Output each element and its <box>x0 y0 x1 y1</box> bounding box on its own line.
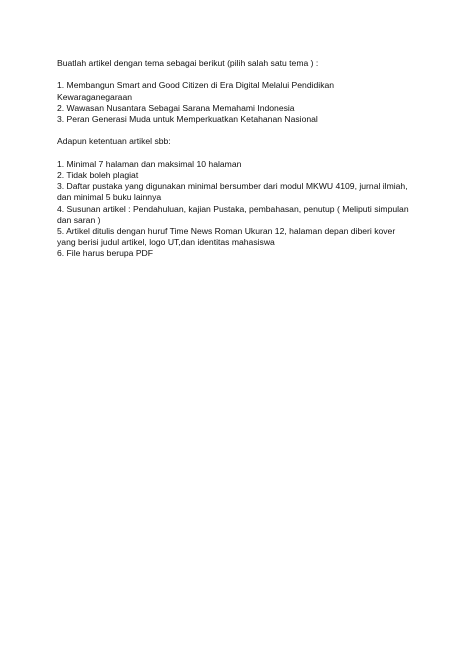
document-content <box>57 58 427 260</box>
theme-1-line-2: Kewaraganegaraan <box>57 91 133 102</box>
rule-5-line-1: 5. Artikel ditulis dengan huruf Time News Roman Ukuran 12, halaman depan diberi kover <box>57 226 396 236</box>
rule-4-line-1: 4. Susunan artikel : Pendahuluan, kajian Pustaka, pembahasan, penutup ( Meliputi simpulan <box>57 203 409 214</box>
rules-heading-paragraph <box>57 136 427 147</box>
rules-heading: Adapun ketentuan artikel sbb: <box>57 136 171 147</box>
rule-6: 6. File harus berupa PDF <box>57 248 154 259</box>
rule-1: 1. Minimal 7 halaman dan maksimal 10 halaman <box>57 158 242 169</box>
spacer <box>57 125 427 136</box>
intro-text: Buatlah artikel dengan tema sebagai berikut (pilih salah satu tema ) : <box>57 58 319 68</box>
theme-3: 3. Peran Generasi Muda untuk Memperkuatkan Ketahanan Nasional <box>57 114 318 124</box>
rule-5-line-2: yang berisi judul artikel, logo UT,dan identitas mahasiswa <box>57 237 275 248</box>
spacer <box>57 69 427 80</box>
rule-4-line-2: dan saran ) <box>57 214 101 225</box>
rule-3-line-1: 3. Daftar pustaka yang digunakan minimal bersumber dari modul MKWU 4109, jurnal ilmiah, <box>57 181 408 192</box>
intro-paragraph <box>57 58 427 69</box>
themes-list <box>57 80 427 125</box>
rule-2: 2. Tidak boleh plagiat <box>57 169 139 180</box>
theme-2: 2. Wawasan Nusantara Sebagai Sarana Memahami Indonesia <box>57 102 295 113</box>
spacer <box>57 148 427 159</box>
rule-3-line-2: dan minimal 5 buku lainnya <box>57 192 162 203</box>
theme-1-line-1: 1. Membangun Smart and Good Citizen di Era Digital Melalui Pendidikan <box>57 80 335 91</box>
rules-list <box>57 159 427 260</box>
